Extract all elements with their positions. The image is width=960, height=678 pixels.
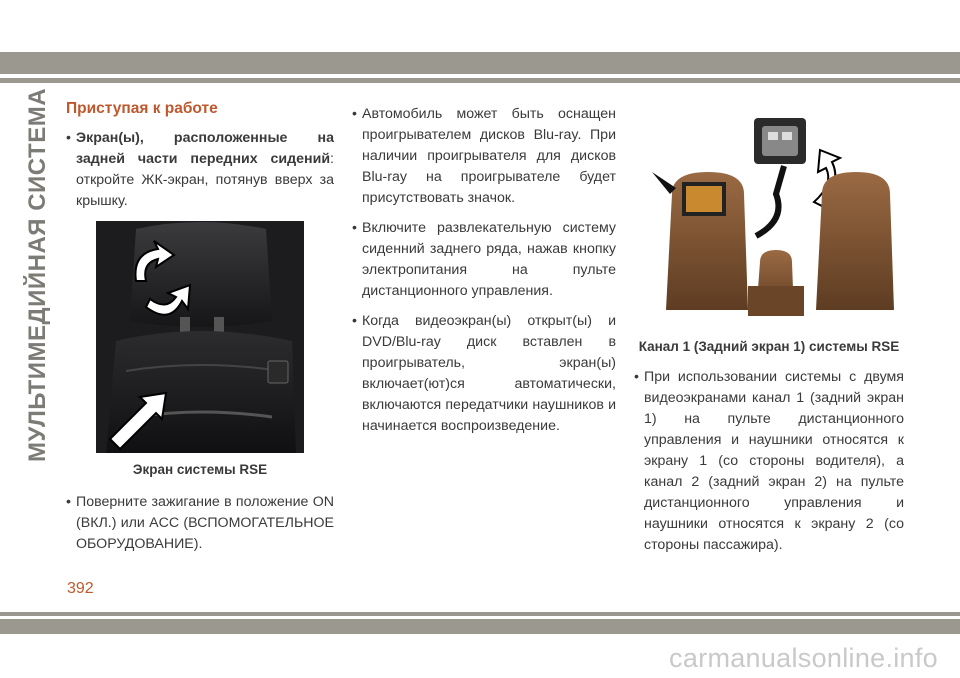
page-number: 392 <box>67 580 94 597</box>
list-item-text: : откройте ЖК-экран, потянув вверх за крышку. <box>76 151 334 209</box>
column-2 <box>352 104 616 446</box>
list-item: • Поверните зажигание в положение ON (ВКЛ.) или ACC (ВСПОМОГАТЕЛЬНОЕ ОБОРУДОВАНИЕ). <box>66 492 334 555</box>
list-item: • Включите развлекательную систему сиденний заднего ряда, нажав кнопку электропитания на пульте дистанционного управления. <box>352 218 616 302</box>
header-band <box>0 52 960 74</box>
rse-screen-photo <box>96 221 304 453</box>
rse-channel-photo <box>636 110 900 330</box>
header-rule <box>0 78 960 83</box>
seats-illustration <box>636 110 900 330</box>
watermark: carmanualsonline.info <box>669 643 938 673</box>
figure-caption: Канал 1 (Задний экран 1) системы RSE <box>638 339 900 354</box>
list-item: • Автомобиль может быть оснащен проигрывателем дисков Blu-ray. При наличии проигрывателя для дисков Blu-ray на проигрывателе будет присутствовать значок. <box>352 104 616 209</box>
list-item-lead: Экран(ы), расположенные на задней части передних сидений <box>76 130 334 167</box>
section-side-title-text: МУЛЬТИМЕДИЙНАЯ СИСТЕМА <box>24 87 52 463</box>
list-item: • Когда видеоэкран(ы) открыт(ы) и DVD/Blu-ray диск вставлен в проигрыватель, экран(ы) включает(ют)ся автоматически, включаются передатчики наушников и начинается воспроизведение. <box>352 311 616 437</box>
list-item: • При использовании системы с двумя видеоэкранами канал 1 (задний экран 1) на пульте дистанционного управления и наушники относятся к экрану 1 (со стороны водителя), а канал 2 (задний экран 2) на пульте дистанционного управления и наушники относятся к экрану 2 (со стороны пассажира). <box>634 367 904 556</box>
column-3 <box>634 104 904 565</box>
figure-caption: Экран системы RSE <box>132 462 268 477</box>
column-1 <box>66 98 334 564</box>
footer-band <box>0 619 960 634</box>
seat-back-illustration <box>96 221 304 453</box>
list-item <box>66 128 334 212</box>
section-side-title <box>24 87 52 463</box>
section-heading: Приступая к работе <box>66 100 218 117</box>
footer-rule <box>0 612 960 616</box>
